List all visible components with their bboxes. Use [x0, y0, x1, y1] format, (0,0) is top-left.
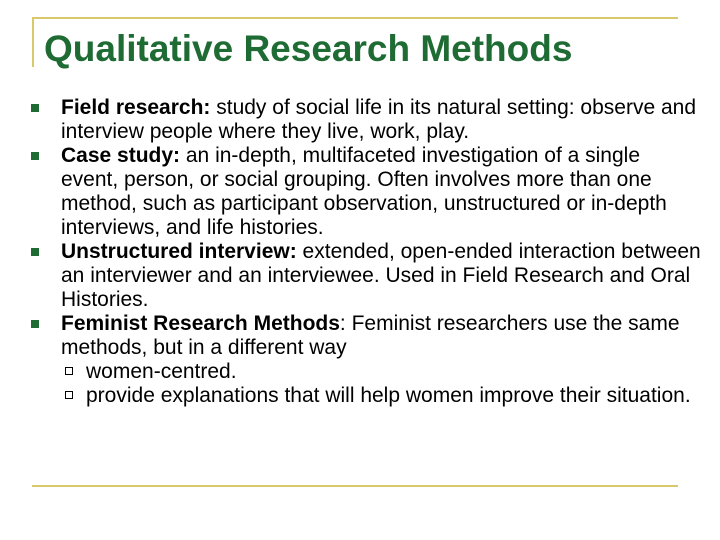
bullet-text: extended, open-ended interaction between an interviewer and an interviewee. Used in Field Research and Oral Histories.: [61, 240, 701, 311]
square-bullet-icon: [31, 104, 39, 112]
frame-top-rule: [32, 17, 678, 19]
bullet-field-research: [61, 96, 701, 144]
bullet-unstructured-interview: [61, 240, 701, 312]
bullet-list: [61, 96, 701, 408]
frame-left-rule: [32, 17, 34, 67]
square-bullet-icon: [31, 152, 39, 160]
bullet-text: an in-depth, multifaceted investigation of a single event, person, or social grouping. Often involves more than one method, such as participant observation, unstructured or in-depth interviews, and life histories.: [61, 144, 667, 239]
sub-bullet-list: [61, 360, 701, 408]
hollow-square-bullet-icon: [65, 391, 73, 399]
bullet-text: study of social life in its natural setting: observe and interview people where they live, work, play.: [61, 96, 697, 143]
bullet-case-study: [61, 144, 701, 240]
bullet-term: Case study:: [61, 144, 181, 167]
sub-bullet-explanations: [86, 384, 701, 408]
slide-title: Qualitative Research Methods: [44, 28, 573, 69]
sub-bullet-text: provide explanations that will help women improve their situation.: [86, 384, 691, 407]
frame-bottom-rule: [32, 485, 678, 487]
bullet-term: Feminist Research Methods: [61, 312, 340, 335]
square-bullet-icon: [31, 320, 39, 328]
bullet-text: : Feminist researchers use the same methods, but in a different way: [61, 312, 680, 359]
hollow-square-bullet-icon: [65, 367, 73, 375]
sub-bullet-text: women-centred.: [86, 360, 237, 383]
bullet-term: Unstructured interview:: [61, 240, 297, 263]
sub-bullet-women-centred: [86, 360, 701, 384]
square-bullet-icon: [31, 248, 39, 256]
bullet-term: Field research:: [61, 96, 211, 119]
bullet-feminist-research-methods: [61, 312, 701, 408]
